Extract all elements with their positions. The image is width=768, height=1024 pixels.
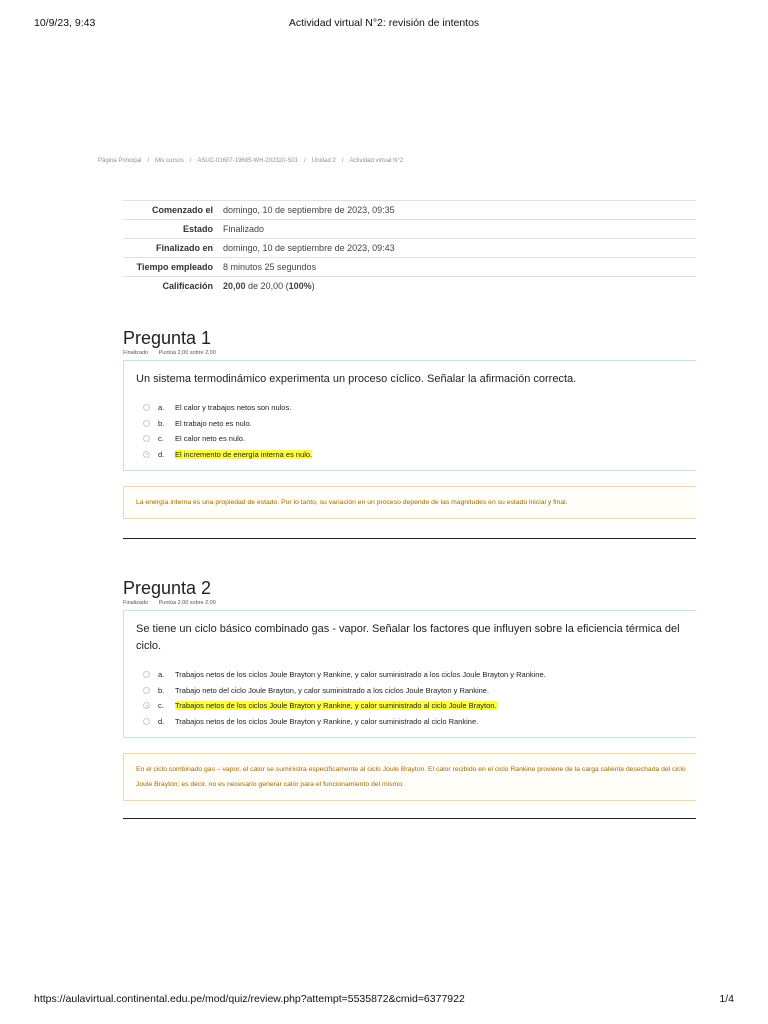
- breadcrumb-activity[interactable]: Actividad virtual N°2: [349, 158, 404, 164]
- grade-percent: 100%: [288, 281, 312, 291]
- summary-value: 8 minutos 25 segundos: [223, 262, 317, 272]
- summary-label: Finalizado en: [155, 243, 213, 253]
- question-content: [123, 360, 696, 471]
- answer-text: Trabajos netos de los ciclos Joule Brayton y Rankine, y calor suministrado al ciclo Rankine.: [175, 716, 479, 726]
- answer-letter: a.: [158, 670, 165, 680]
- summary-value: domingo, 10 de septiembre de 2023, 09:43: [223, 243, 395, 253]
- question-feedback: La energía interna es una propiedad de estado. Por lo tanto, su variación en un proceso depende de las magnitudes en su estado inicial y final.: [123, 486, 696, 519]
- breadcrumb: [98, 158, 403, 164]
- print-datetime: 10/9/23, 9:43: [34, 17, 96, 29]
- breadcrumb-course[interactable]: ASUC-01607-19685-WH-202320-S01: [197, 158, 299, 164]
- print-title: Actividad virtual N°2: revisión de intentos: [288, 17, 480, 29]
- answer-text: Trabajo neto del ciclo Joule Brayton, y calor suministrado a los ciclos Joule Brayton y Rankine.: [175, 685, 490, 695]
- grade-of: de 20,00 (: [248, 281, 289, 291]
- answer-letter: d.: [158, 449, 165, 459]
- print-footer: [0, 993, 768, 1007]
- summary-label: Comenzado el: [151, 205, 213, 215]
- answer-letter: b.: [158, 685, 165, 695]
- question-status: Finalizado: [123, 600, 149, 606]
- question-status: Finalizado: [123, 350, 149, 356]
- grade-value: [219, 277, 696, 296]
- attempt-summary-table: [123, 200, 696, 295]
- summary-value: domingo, 10 de septiembre de 2023, 09:35: [223, 205, 395, 215]
- breadcrumb-separator: /: [341, 158, 344, 164]
- answer-letter: b.: [158, 418, 165, 428]
- answer-letter: a.: [158, 403, 165, 413]
- summary-row-started: [123, 201, 696, 220]
- answer-text: El calor y trabajos netos son nulos.: [175, 403, 292, 413]
- question-divider: [123, 818, 696, 819]
- print-header: [0, 17, 768, 31]
- answer-letter: c.: [158, 701, 164, 711]
- summary-label: Estado: [182, 224, 213, 234]
- answer-text: El trabajo neto es nulo.: [175, 418, 252, 428]
- summary-row-finished: [123, 239, 696, 258]
- grade-close: ): [311, 281, 315, 291]
- question-divider: [123, 538, 696, 539]
- answer-option[interactable]: [136, 683, 684, 699]
- question-title: Pregunta 1: [123, 328, 212, 348]
- answer-option[interactable]: [136, 431, 684, 447]
- answer-option-selected[interactable]: [136, 447, 684, 463]
- summary-value: Finalizado: [223, 224, 265, 234]
- summary-row-time-taken: [123, 258, 696, 277]
- summary-row-grade: [123, 277, 696, 296]
- radio-button[interactable]: [143, 718, 150, 725]
- radio-button[interactable]: [143, 435, 150, 442]
- question-2: [123, 577, 696, 801]
- grade-score: 20,00: [223, 281, 246, 291]
- answer-text-selected: Trabajos netos de los ciclos Joule Brayton y Rankine, y calor suministrado al ciclo Joule Brayton.: [175, 701, 497, 711]
- breadcrumb-my-courses[interactable]: Mis cursos: [155, 158, 184, 164]
- radio-button[interactable]: [143, 687, 150, 694]
- radio-button[interactable]: [143, 420, 150, 427]
- radio-button[interactable]: [143, 671, 150, 678]
- breadcrumb-home[interactable]: Página Principal: [98, 158, 142, 164]
- radio-button-checked[interactable]: [143, 451, 150, 458]
- question-text: Se tiene un ciclo básico combinado gas - vapor. Señalar los factores que influyen sobre la eficiencia térmica del ciclo.: [136, 623, 680, 652]
- question-score: Puntúa 2,00 sobre 2,00: [158, 600, 216, 606]
- print-page-number: 1/4: [719, 993, 734, 1005]
- summary-row-state: [123, 220, 696, 239]
- question-1: [123, 327, 696, 519]
- answer-option[interactable]: [136, 714, 684, 730]
- question-content: [123, 610, 696, 738]
- breadcrumb-unit[interactable]: Unidad 2: [311, 158, 336, 164]
- question-feedback: En el ciclo combinado gas – vapor, el calor se suministra específicamente al ciclo Joule Brayton. El calor recibido en el ciclo Rankine proviene de la carga caliente desechada del ciclo Joule Brayton; es decir, no es necesario generar calor para el funcionamiento del mismo.: [123, 753, 696, 801]
- summary-label: Tiempo empleado: [136, 262, 213, 272]
- print-url: https://aulavirtual.continental.edu.pe/mod/quiz/review.php?attempt=5535872&cmid=6377922: [34, 993, 465, 1005]
- breadcrumb-separator: /: [147, 158, 150, 164]
- answer-option[interactable]: [136, 400, 684, 416]
- question-score: Puntúa 2,00 sobre 2,00: [158, 350, 216, 356]
- radio-button[interactable]: [143, 404, 150, 411]
- breadcrumb-separator: /: [189, 158, 192, 164]
- answer-letter: d.: [158, 716, 165, 726]
- answer-option[interactable]: [136, 667, 684, 683]
- answer-text: Trabajos netos de los ciclos Joule Brayton y Rankine, y calor suministrado a los ciclos Joule Brayton y Rankine.: [175, 670, 546, 680]
- answer-text-selected: El incremento de energía interna es nulo.: [175, 449, 313, 459]
- question-title: Pregunta 2: [123, 578, 212, 598]
- answer-option-selected[interactable]: [136, 698, 684, 714]
- question-text: Un sistema termodinámico experimenta un proceso cíclico. Señalar la afirmación correcta.: [136, 373, 577, 385]
- answer-text: El calor neto es nulo.: [175, 434, 246, 444]
- answer-letter: c.: [158, 434, 164, 444]
- answer-option[interactable]: [136, 416, 684, 432]
- breadcrumb-separator: /: [304, 158, 306, 164]
- summary-label: Calificación: [162, 281, 213, 291]
- question-info: [123, 600, 696, 608]
- question-info: [123, 350, 696, 358]
- radio-button-checked[interactable]: [143, 702, 150, 709]
